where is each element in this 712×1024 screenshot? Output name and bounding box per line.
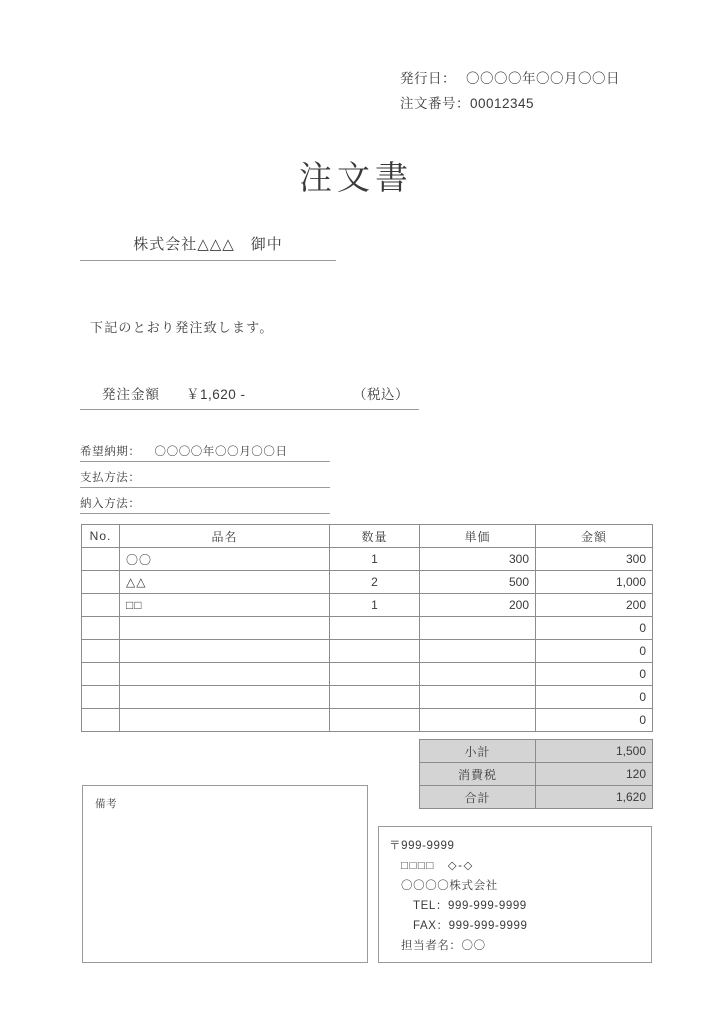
cell-item-name — [120, 686, 330, 709]
cell-unit-price: 300 — [420, 548, 536, 571]
table-row — [82, 709, 653, 732]
term-value: 〇〇〇〇年〇〇月〇〇日 — [154, 446, 288, 458]
cell-no — [82, 594, 120, 617]
remarks-box — [82, 785, 368, 963]
remarks-label: 備考 — [95, 798, 118, 810]
cell-quantity — [330, 640, 420, 663]
cell-unit-price — [420, 686, 536, 709]
order-number-value: 00012345 — [470, 96, 535, 111]
cell-amount: 300 — [536, 548, 653, 571]
sender-postal-code: 〒999-9999 — [389, 840, 455, 852]
term-label: 希望納期： — [80, 446, 141, 458]
cell-item-name — [120, 617, 330, 640]
term-label: 納入方法： — [80, 498, 141, 510]
cell-quantity — [330, 686, 420, 709]
order-amount-value: ￥1,620 - — [186, 387, 246, 402]
cell-item-name: △△ — [120, 571, 330, 594]
cell-no — [82, 709, 120, 732]
order-amount-tax-note: （税込） — [353, 387, 409, 402]
cell-no — [82, 686, 120, 709]
order-amount-row — [80, 383, 419, 410]
term-row-delivery-method — [80, 488, 330, 514]
sender-info-box — [378, 826, 652, 963]
cell-no — [82, 663, 120, 686]
page-title: 注文書 — [299, 159, 413, 196]
table-row — [82, 594, 653, 617]
cell-no — [82, 617, 120, 640]
cell-no — [82, 571, 120, 594]
cell-no — [82, 640, 120, 663]
column-header-quantity: 数量 — [330, 525, 420, 548]
cell-unit-price: 500 — [420, 571, 536, 594]
cell-item-name — [120, 709, 330, 732]
totals-label: 合計 — [420, 786, 536, 809]
cell-quantity: 2 — [330, 571, 420, 594]
cell-unit-price: 200 — [420, 594, 536, 617]
cell-quantity — [330, 617, 420, 640]
totals-value: 1,620 — [536, 786, 653, 809]
cell-unit-price — [420, 663, 536, 686]
sender-contact-person: 担当者名：〇〇 — [401, 940, 486, 952]
column-header-item-name: 品名 — [120, 525, 330, 548]
cell-amount: 1,000 — [536, 571, 653, 594]
column-header-no: No. — [82, 525, 120, 548]
cell-unit-price — [420, 640, 536, 663]
totals-value: 120 — [536, 763, 653, 786]
table-row — [82, 640, 653, 663]
cell-quantity: 1 — [330, 594, 420, 617]
cell-unit-price — [420, 709, 536, 732]
cell-no — [82, 548, 120, 571]
issue-date-label: 発行日： — [400, 71, 456, 86]
term-row-payment-method — [80, 462, 330, 488]
table-row — [82, 571, 653, 594]
table-header-row — [82, 525, 653, 548]
cell-amount: 0 — [536, 663, 653, 686]
cell-item-name: □□ — [120, 594, 330, 617]
cell-unit-price — [420, 617, 536, 640]
sender-telephone: TEL：999-999-9999 — [413, 900, 527, 912]
cell-quantity: 1 — [330, 548, 420, 571]
order-number-label: 注文番号： — [400, 96, 470, 111]
items-table — [81, 524, 653, 732]
totals-row-subtotal — [420, 740, 653, 763]
sender-address: □□□□ ◇-◇ — [401, 860, 474, 872]
issue-date-row — [400, 66, 620, 91]
order-amount-label: 発注金額 — [102, 387, 160, 402]
cell-amount: 200 — [536, 594, 653, 617]
sender-company-name: 〇〇〇〇株式会社 — [401, 880, 498, 892]
cell-item-name — [120, 663, 330, 686]
totals-row-grand-total — [420, 786, 653, 809]
cell-quantity — [330, 663, 420, 686]
lead-sentence: 下記のとおり発注致します。 — [90, 320, 274, 335]
cell-quantity — [330, 709, 420, 732]
totals-value: 1,500 — [536, 740, 653, 763]
table-row — [82, 617, 653, 640]
totals-row-tax — [420, 763, 653, 786]
terms-fields — [80, 436, 330, 514]
cell-item-name: 〇〇 — [120, 548, 330, 571]
cell-item-name — [120, 640, 330, 663]
column-header-amount: 金額 — [536, 525, 653, 548]
cell-amount: 0 — [536, 617, 653, 640]
term-label: 支払方法： — [80, 472, 141, 484]
cell-amount: 0 — [536, 686, 653, 709]
table-row — [82, 663, 653, 686]
cell-amount: 0 — [536, 709, 653, 732]
recipient-name: 株式会社△△△ 御中 — [80, 233, 336, 261]
table-row — [82, 686, 653, 709]
table-row — [82, 548, 653, 571]
order-number-row — [400, 91, 620, 116]
totals-table — [419, 739, 653, 809]
term-row-desired-delivery — [80, 436, 330, 462]
sender-fax: FAX：999-999-9999 — [413, 920, 528, 932]
issue-date-value: 〇〇〇〇年〇〇月〇〇日 — [466, 71, 620, 86]
document-header — [400, 66, 620, 116]
column-header-unit-price: 単価 — [420, 525, 536, 548]
totals-label: 小計 — [420, 740, 536, 763]
cell-amount: 0 — [536, 640, 653, 663]
totals-label: 消費税 — [420, 763, 536, 786]
